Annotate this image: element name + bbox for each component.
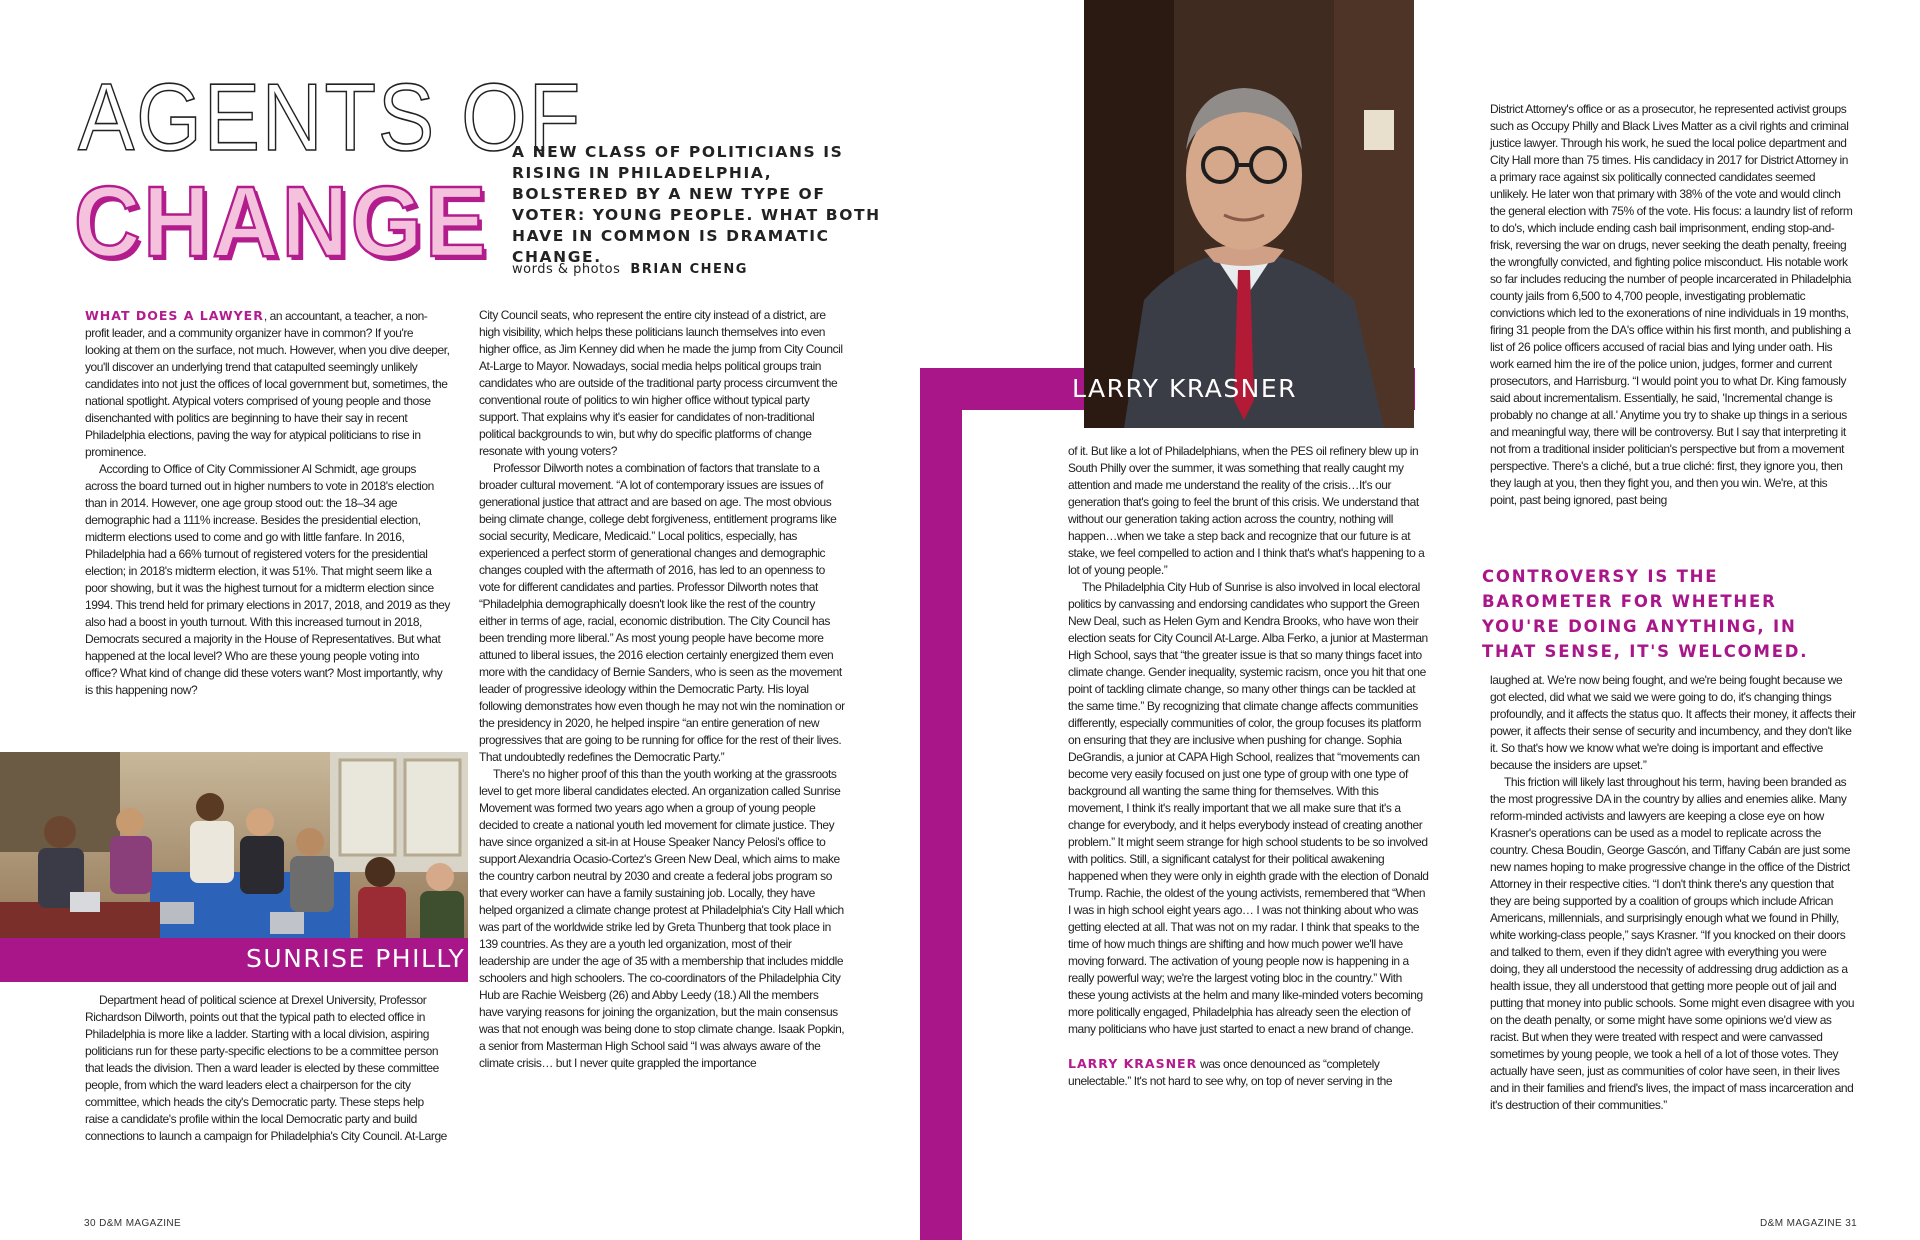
left-column-1-bottom <box>85 992 450 1145</box>
byline-label: words & photos <box>512 262 621 277</box>
paragraph: of it. But like a lot of Philadelphians, when the PES oil refinery blew up in South Philly over the summer, it was something that really caught my attention and made me understand the reality of the crisis…It's our generation that's going to feel the brunt of this crisis. We understand that without our generation taking action across the country, nothing will happen…when we take a step back and recognize that our future is at stake, we feel compelled to action and I think that's what's happening to a lot of young people.” <box>1068 444 1425 577</box>
byline <box>512 262 748 277</box>
larry-krasner-photo <box>1084 0 1414 428</box>
paragraph: This friction will likely last throughout his term, having been branded as the most progressive DA in the country by allies and enemies alike. Many reform-minded activists and lawyers are keeping a close eye on how Krasner's operations can be used as a model to replicate across the country. Chesa Boudin, George Gascón, and Tiffany Cabán are just some new names hoping to make progressive change in the office of the District Attorney in their respective cities. “I don't think there's any question that they are being supported by a coalition of groups which include African Americans, millennials, and surprisingly enough what we found in Philly, white working-class people,” says Krasner. “If you knocked on their doors and talked to them, even if they didn't agree with everything you were doing, they all understood the necessity of addressing drug addiction as a health issue, they all understood that getting more people out of jail and putting that money into public schools. Some might even disagree with you on the death penalty, or some might have some opinions we'd view as racist. But when they were treated with respect and were canvassed sometimes by young people, we took a hell of a lot of those votes. They actually have seen, just as communities of color have seen, in their lives and in their families and friend's lives, the impact of mass incarceration and it's destruction of their communities.” <box>1490 775 1855 1112</box>
left-column-1-top <box>85 307 450 699</box>
krasner-portrait <box>1084 0 1414 428</box>
right-page <box>960 0 1920 1240</box>
lead-in-larry-krasner: LARRY KRASNER <box>1068 1056 1198 1071</box>
paragraph: City Council seats, who represent the entire city instead of a district, are high visibility, which helps these politicians launch themselves into even higher office, as Jim Kenney did when he made the jump from City Council At-Large to Mayor. Nowadays, social media helps political groups train candidates who are outside of the traditional party process circumvent the conventional route of politics to win higher office without typical party support. That explains why it's easier for candidates of non-traditional political backgrounds to win, but why do specific platforms of change resonate with young voters? <box>479 308 843 458</box>
paragraph: laughed at. We're now being fought, and we're being fought because we got elected, did what we said we were going to do, it's changing things profoundly, and it affects the status quo. It affects their money, it affects their power, it affects their sense of security and incumbency, and they don't like it. So that's how we know what we're doing is important and effective because the insiders are upset.” <box>1490 673 1856 772</box>
paragraph: WHAT DOES A LAWYER, an accountant, a teacher, a non-profit leader, and a community organizer have in common? If you're looking at them on the surface, not much. However, when you dive deeper, you'll discover an underlying trend that catapulted seemingly unlikely candidates into not just the offices of local government but, sometimes, the national spotlight. Atypical voters comprised of young people and those disenchanted with politics are beginning to have their say in recent Philadelphia elections, paving the way for atypical politicians to rise in prominence. <box>85 308 450 459</box>
right-folio: D&M MAGAZINE 31 <box>1760 1218 1858 1229</box>
left-folio: 30 D&M MAGAZINE <box>84 1218 182 1229</box>
paragraph: Department head of political science at Drexel University, Professor Richardson Dilworth, points out that the typical path to elected office in Philadelphia is more like a ladder. Starting with a local division, aspiring politicians run for these party-specific elections to be a committee person that leads the division. Then a ward leader is elected by these committee people, from which the ward leaders elect a chairperson for the city committee, which heads the city's Democratic party. These steps help raise a candidate's profile within the local Democratic party and build connections to launch a campaign for Philadelphia's City Council. At-Large <box>85 993 447 1143</box>
paragraph: Professor Dilworth notes a combination of factors that translate to a broader cultural movement. “A lot of contemporary issues are issues of generational justice that attract and are based on age. The most obvious being climate change, college debt forgiveness, entitlement programs like social security, Medicare, Medicaid.” Local politics, especially, has experienced a perfect storm of generational changes and demographic changes coupled with the aftermath of 2016, has led to an openness to vote for different candidates and parties. Professor Dilworth notes that “Philadelphia demographically doesn't look like the rest of the country either in terms of age, racial, economic distribution. The City Council has been trending more liberal.” As most young people have become more attuned to liberal issues, the 2016 election certainly energized them even more with the candidacy of Bernie Sanders, who is seen as the movement leader of progressive ideology within the Democratic Party. His loyal following demonstrates how even though he may not win the nomination or the presidency in 2020, he helped inspire “an entire generation of new progressives that are going to be running for office for the rest of their lives. That undoubtedly redefines the Democratic Party.” <box>479 461 845 764</box>
sunrise-philly-caption: SUNRISE PHILLY <box>0 938 468 982</box>
right-column-2-bottom <box>1490 672 1856 1114</box>
paragraph: District Attorney's office or as a prosecutor, he represented activist groups such as Occupy Philly and Black Lives Matter as a civil rights and criminal justice lawyer. Through his work, he sued the local police department and City Hall more than 75 times. His candidacy in 2017 for District Attorney in a primary race against six politically connected candidates seemed unlikely. He later won that primary with 38% of the vote and would clinch the general election with 75% of the vote. His focus: a laundry list of reform to do's, which include ending cash bail imprisonment, ending stop-and-frisk, reversing the war on drugs, never seeking the death penalty, freeing the wrongfully convicted, and fighting police misconduct. His notable work so far includes reducing the number of people incarcerated in Philadelphia county jails from 6,500 to 4,700 people, investigating problematic convictions which led to the exonerations of nine individuals in 19 months, firing 31 people from the DA's office within his first month, and publishing a list of 26 police officers accused of racial bias and lying under oath. His work earned him the ire of the police union, judges, former and current prosecutors, and Harrisburg. “I would point you to what Dr. King famously said about incrementalism. Essentially, he said, 'Incremental change is probably no change at all.' Anytime you try to shake up things in a serious and meaningful way, there will be controversy. But I say that interpreting it not from a traditional insider politician's perspective but from a movement perspective. There's a cliché, but a true cliché: first, they ignore you, then they laugh at you, then they fight you, and then you win. We're, at this point, past being ignored, past being <box>1490 102 1853 507</box>
title-line-agents-of: AGENTS OF <box>78 64 582 171</box>
paragraph: The Philadelphia City Hub of Sunrise is also involved in local electoral politics by canvassing and endorsing candidates who support the Green New Deal, such as Helen Gym and Kendra Brooks, who have won their election seats for City Council At-Large. Alba Ferko, a junior at Masterman High School, says that “the greater issue is that so many things facet into climate change. Gender inequality, systemic racism, once you hit that one point of tackling climate change, so many other things can be tackled at the same time.” By recognizing that climate change affects communities differently, especially communities of color, the group focuses its platform on ensuring that they are inclusive when pushing for change. Sophia DeGrandis, a junior at CAPA High School, realizes that “movements can become very easily focused on just one type of group with one type of background all wanting the same thing for themselves. With this movement, I think it's really important that we all make sure that it's a change for everybody, and it helps everybody instead of creating another problem.” It might seem strange for high school students to be so involved with politics. Still, a significant catalyst for their political awakening happened when they were only in eighth grade with the election of Donald Trump. Rachie, the oldest of the young activists, remembered that “When I was in high school eight years ago… I was not thinking about who was getting elected at all. That was not on my radar. I think that speaks to the time of how much things are shifting and how much power we'll have moving forward. The activation of young people now is happening in a really powerful way; we're the largest voting bloc in the country.” With these young activists at the helm and many like-minded voters becoming more politically engaged, Philadelphia has already seen the election of many politicians who have just started to enact a new brand of change. <box>1068 580 1429 1036</box>
larry-krasner-caption: LARRY KRASNER <box>1072 374 1298 403</box>
title-line-change: CHANGE <box>74 166 490 278</box>
paragraph: LARRY KRASNER was once denounced as “completely unelectable.” It's not hard to see why, on top of never serving in the <box>1068 1056 1393 1088</box>
paragraph: According to Office of City Commissioner Al Schmidt, age groups across the board turned out in higher numbers to vote in 2018's election than in 2014. However, one age group stood out: the 18–34 age demographic had a 111% increase. Besides the presidential election, midterm elections used to come and go with little fanfare. In 2016, Philadelphia had a 66% turnout of registered voters for the presidential election; in 2018's midterm election, it was 51%. That might seem like a poor showing, but it was the highest turnout for a midterm election since 1994. This trend held for primary elections in 2017, 2018, and 2019 as they also had a boost in youth turnout. With this increased turnout in 2018, Democrats secured a majority in the House of Representatives. But what happened at the local level? Who are these young people voting into office? What kind of change did these voters want? Most importantly, why is this happening now? <box>85 462 450 697</box>
right-column-1 <box>1068 443 1430 1090</box>
right-column-2-top <box>1490 101 1856 509</box>
pull-quote: CONTROVERSY IS THE BAROMETER FOR WHETHER YOU'RE DOING ANYTHING, IN THAT SENSE, IT'S WELCOMED. <box>1482 567 1809 661</box>
byline-author: BRIAN CHENG <box>630 262 748 277</box>
article-deck: A NEW CLASS OF POLITICIANS IS RISING IN PHILADELPHIA, BOLSTERED BY A NEW TYPE OF VOTER: YOUNG PEOPLE. WHAT BOTH HAVE IN COMMON IS DRAMATIC CHANGE. <box>512 143 881 266</box>
paragraph: There's no higher proof of this than the youth working at the grassroots level to get more liberal candidates elected. An organization called Sunrise Movement was formed two years ago when a group of young people decided to create a national youth led movement for climate justice. They have since organized a sit-in at House Speaker Nancy Pelosi's office to support Alexandria Ocasio-Cortez's Green New Deal, which aims to make the country carbon neutral by 2030 and create a federal jobs program so that every worker can have a family sustaining job. Locally, they have helped organized a climate change protest at Philadelphia's City Hall which was part of the worldwide strike led by Greta Thunberg that took place in 139 countries. As they are a youth led organization, most of their leadership are under the age of 35 with a membership that includes middle schoolers and high schoolers. The co-coordinators of the Philadelphia City Hub are Rachie Weisberg (26) and Abby Leedy (18.) All the members have varying reasons for joining the organization, but the main consensus was that not enough was being done to stop climate change. Isaak Popkin, a senior from Masterman High School said “I was always aware of the climate crisis… but I never quite grappled the importance <box>479 767 845 1070</box>
lead-in: WHAT DOES A LAWYER <box>85 308 264 323</box>
left-column-2 <box>479 307 845 1072</box>
magenta-bracket-vertical <box>920 368 962 1240</box>
